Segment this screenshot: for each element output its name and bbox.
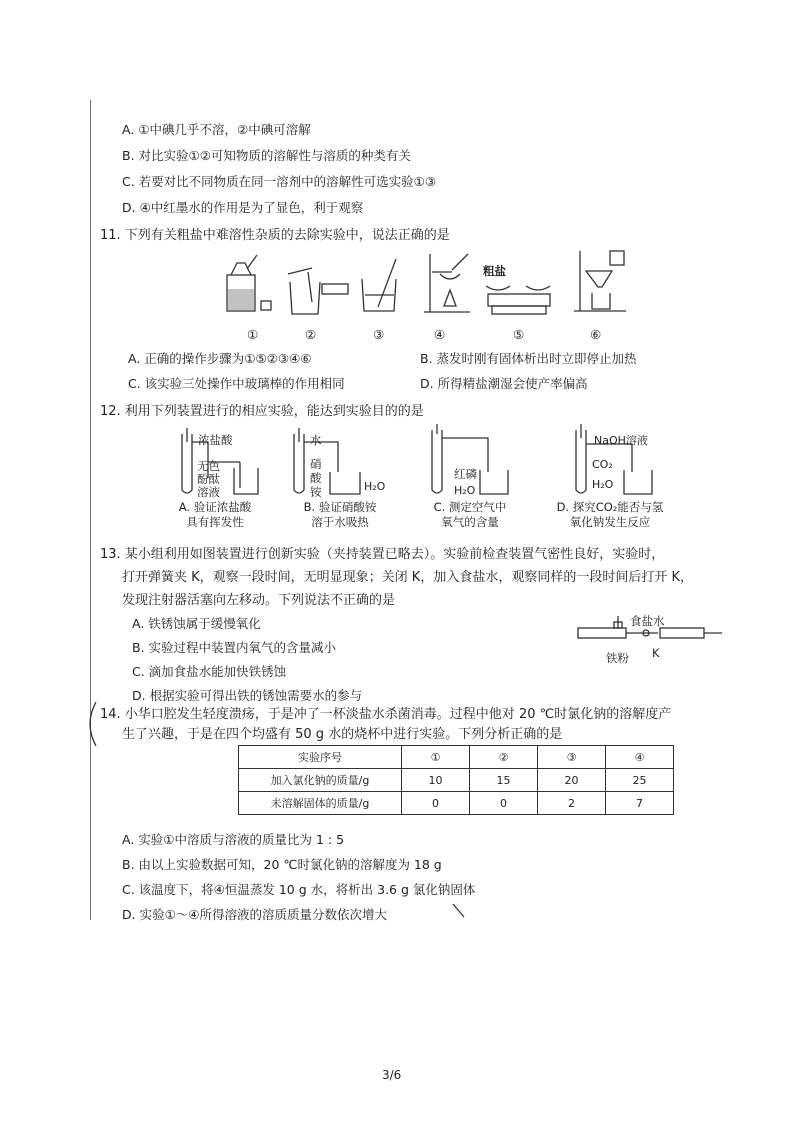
q13-option-c: C. 滴加食盐水能加快铁锈蚀 — [132, 664, 287, 679]
filtration-stand-icon — [570, 245, 635, 320]
table-header: ④ — [606, 746, 674, 769]
pen-bracket-mark — [82, 700, 102, 750]
table-header: ③ — [538, 746, 606, 769]
b-caption-line2: 溶于水吸热 — [311, 515, 369, 529]
a-label-1: 无色 — [197, 459, 220, 473]
d-caption — [545, 500, 675, 530]
q10-option-a: A. ①中碘几乎不溶，②中碘可溶解 — [122, 122, 311, 137]
b-caption — [290, 500, 390, 530]
d-caption-line2: 氧化钠发生反应 — [569, 515, 651, 529]
a-label-acid: 浓盐酸 — [198, 433, 233, 447]
table-cell: 加入氯化钠的质量/g — [239, 769, 402, 792]
q13-option-d: D. 根据实验可得出铁的锈蚀需要水的参与 — [132, 688, 363, 703]
table-row — [239, 769, 674, 792]
b-label-2: 酸 — [310, 471, 322, 485]
a-label-2: 酚酞 — [197, 472, 220, 486]
beaker-pour-icon — [282, 262, 352, 317]
margin-line — [90, 100, 91, 920]
table-cell: 未溶解固体的质量/g — [239, 792, 402, 815]
table-cell: 20 — [538, 769, 606, 792]
q12-stem: 12. 利用下列装置进行的相应实验，能达到实验目的的是 — [100, 404, 424, 419]
crude-salt-label: 粗盐 — [483, 264, 506, 278]
table-header: 实验序号 — [239, 746, 402, 769]
a-label-3: 溶液 — [197, 485, 220, 499]
q14-option-c: C. 该温度下，将④恒温蒸发 10 g 水，将析出 3.6 g 氯化钠固体 — [122, 882, 476, 897]
pen-slash-mark — [450, 902, 470, 922]
q13-fig-k: K — [652, 646, 660, 660]
q14-stem-line2: 生了兴趣，于是在四个均盛有 50 g 水的烧杯中进行实验。下列分析正确的是 — [122, 727, 563, 742]
table-cell: 2 — [538, 792, 606, 815]
q13-option-a: A. 铁锈蚀属于缓慢氧化 — [132, 616, 261, 631]
q13-option-b: B. 实验过程中装置内氧气的含量减小 — [132, 640, 337, 655]
q11-option-b: B. 蒸发时刚有固体析出时立即停止加热 — [420, 351, 637, 366]
q14-stem-line1: 14. 小华口腔发生轻度溃疡，于是冲了一杯淡盐水杀菌消毒。过程中他对 20 ℃时氯化钠的溶解度产 — [100, 707, 672, 722]
d-label-h2o: H₂O — [592, 478, 614, 491]
evaporation-stand-icon — [422, 250, 477, 320]
q13-fig-iron: 铁粉 — [606, 651, 629, 665]
d-label-naoh: NaOH溶液 — [594, 434, 648, 447]
fig-number-3: ③ — [373, 327, 385, 342]
fig-number-1: ① — [247, 327, 259, 342]
q14-data-table — [238, 745, 674, 815]
q14-option-a: A. 实验①中溶质与溶液的质量比为 1 : 5 — [122, 832, 345, 847]
q11-option-d: D. 所得精盐潮湿会使产率偏高 — [420, 376, 588, 391]
fig-number-5: ⑤ — [513, 327, 525, 342]
stir-beaker-icon — [356, 255, 406, 320]
a-caption-line1: A. 验证浓盐酸 — [178, 500, 252, 514]
balance-icon — [482, 280, 557, 320]
table-cell: 7 — [606, 792, 674, 815]
table-header-row — [239, 746, 674, 769]
c-label-phosphorus: 红磷 — [454, 467, 477, 481]
b-label-1: 硝 — [310, 457, 322, 471]
a-caption-line2: 具有挥发性 — [186, 515, 244, 529]
b-label-water: 水 — [310, 433, 322, 447]
table-cell: 10 — [402, 769, 470, 792]
c-caption — [420, 500, 520, 530]
d-label-co2: CO₂ — [592, 458, 613, 471]
a-caption — [170, 500, 260, 530]
d-caption-line1: D. 探究CO₂能否与氢 — [556, 500, 664, 514]
q10-option-c: C. 若要对比不同物质在同一溶剂中的溶解性可选实验①③ — [122, 174, 437, 189]
q10-option-b: B. 对比实验①②可知物质的溶解性与溶质的种类有关 — [122, 148, 411, 163]
q11-option-a: A. 正确的操作步骤为①⑤②③④⑥ — [128, 351, 312, 366]
b-label-3: 铵 — [310, 485, 322, 499]
q11-stem: 11. 下列有关粗盐中难溶性杂质的去除实验中，说法正确的是 — [100, 228, 450, 243]
q11-option-c: C. 该实验三处操作中玻璃棒的作用相同 — [128, 376, 345, 391]
c-label-h2o: H₂O — [454, 484, 476, 497]
table-row — [239, 792, 674, 815]
c-caption-line1: C. 测定空气中 — [433, 500, 507, 514]
table-cell: 25 — [606, 769, 674, 792]
q13-stem-line1: 13. 某小组利用如图装置进行创新实验（夹持装置已略去）。实验前检查装置气密性良好，实验时， — [100, 547, 665, 562]
apparatus-c-icon — [428, 424, 528, 499]
fig-number-6: ⑥ — [590, 327, 602, 342]
table-cell: 15 — [470, 769, 538, 792]
table-header: ① — [402, 746, 470, 769]
reagent-bottle-icon — [225, 255, 285, 320]
fig-number-2: ② — [305, 327, 317, 342]
c-caption-line2: 氧气的含量 — [441, 515, 499, 529]
q13-stem-line3: 发现注射器活塞向左移动。下列说法不正确的是 — [122, 593, 396, 608]
q14-option-b: B. 由以上实验数据可知，20 ℃时氯化钠的溶解度为 18 g — [122, 857, 442, 872]
q14-option-d: D. 实验①～④所得溶液的溶质质量分数依次增大 — [122, 907, 387, 922]
fig-number-4: ④ — [434, 327, 446, 342]
table-header: ② — [470, 746, 538, 769]
table-cell: 0 — [402, 792, 470, 815]
b-label-h2o: H₂O — [364, 480, 386, 493]
q10-option-d: D. ④中红墨水的作用是为了显色，利于观察 — [122, 200, 364, 215]
b-caption-line1: B. 验证硝酸铵 — [303, 500, 377, 514]
page-number: 3/6 — [382, 1068, 402, 1082]
table-cell: 0 — [470, 792, 538, 815]
q13-stem-line2: 打开弹簧夹 K，观察一段时间，无明显现象；关闭 K，加入食盐水，观察同样的一段时间后打开 K， — [122, 570, 693, 585]
q13-fig-salt-water: 食盐水 — [630, 614, 665, 628]
